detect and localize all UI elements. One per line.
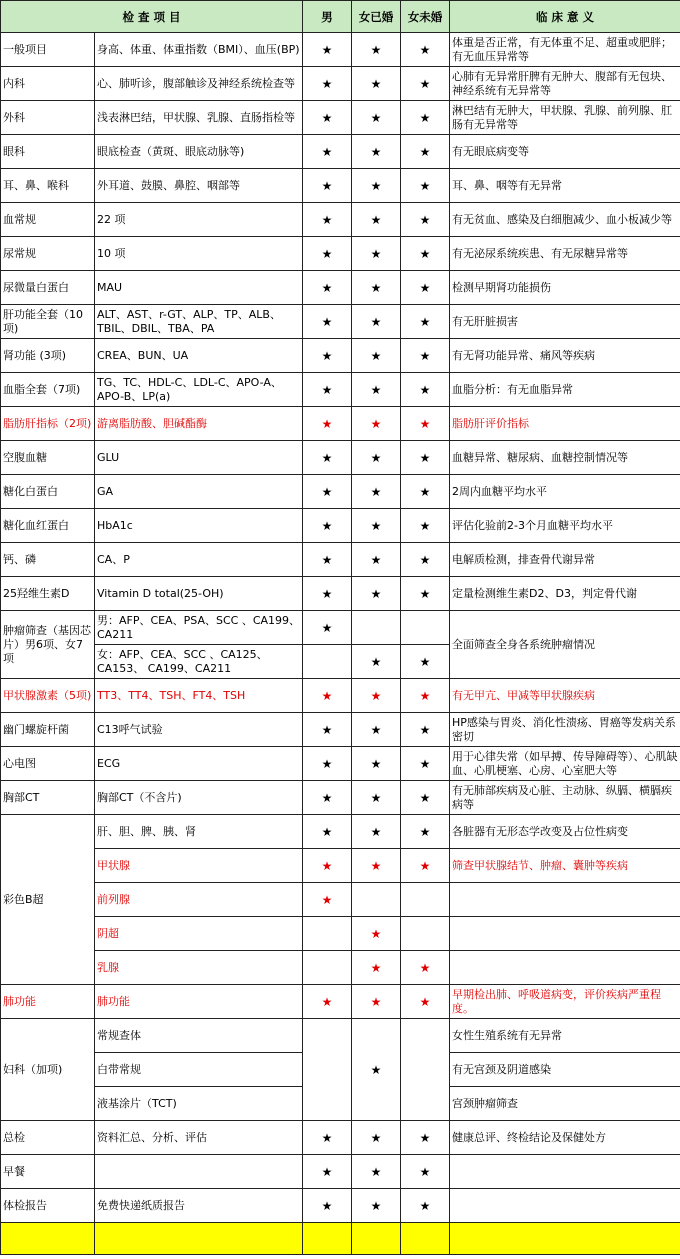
clinical-meaning bbox=[450, 1155, 680, 1189]
item-detail bbox=[95, 1155, 303, 1189]
item-category: 一般项目 bbox=[1, 33, 95, 67]
star-mark: ★ bbox=[401, 713, 450, 747]
item-category: 肿瘤筛查（基因芯片）男6项、女7项 bbox=[1, 611, 95, 679]
star-mark: ★ bbox=[352, 849, 401, 883]
star-mark: ★ bbox=[303, 475, 352, 509]
star-mark: ★ bbox=[303, 713, 352, 747]
star-mark: ★ bbox=[352, 407, 401, 441]
table-row bbox=[1, 917, 680, 951]
star-mark: ★ bbox=[352, 203, 401, 237]
star-mark: ★ bbox=[303, 1155, 352, 1189]
clinical-meaning: 用于心律失常（如早搏、传导障碍等）、心肌缺血、心肌梗塞、心房、心室肥大等 bbox=[450, 747, 680, 781]
item-detail: TT3、TT4、TSH、FT4、TSH bbox=[95, 679, 303, 713]
table-row bbox=[1, 101, 680, 135]
star-mark: ★ bbox=[303, 305, 352, 339]
item-category: 钙、磷 bbox=[1, 543, 95, 577]
table-row bbox=[1, 611, 680, 645]
table-row bbox=[1, 1155, 680, 1189]
star-mark: ★ bbox=[352, 169, 401, 203]
footer-cell bbox=[95, 1223, 303, 1255]
star-mark: ★ bbox=[401, 951, 450, 985]
clinical-meaning: 筛查甲状腺结节、肿瘤、囊肿等疾病 bbox=[450, 849, 680, 883]
star-mark: ★ bbox=[401, 169, 450, 203]
item-category: 幽门螺旋杆菌 bbox=[1, 713, 95, 747]
item-detail: 10 项 bbox=[95, 237, 303, 271]
item-category: 耳、鼻、喉科 bbox=[1, 169, 95, 203]
table-row bbox=[1, 985, 680, 1019]
star-mark: ★ bbox=[401, 271, 450, 305]
table-row bbox=[1, 33, 680, 67]
star-mark: ★ bbox=[303, 237, 352, 271]
star-mark: ★ bbox=[401, 67, 450, 101]
empty-cell bbox=[303, 645, 352, 679]
star-mark: ★ bbox=[303, 67, 352, 101]
star-mark: ★ bbox=[352, 33, 401, 67]
table-row bbox=[1, 883, 680, 917]
item-category: 甲状腺激素（5项) bbox=[1, 679, 95, 713]
footer-cell bbox=[401, 1223, 450, 1255]
star-mark: ★ bbox=[401, 577, 450, 611]
star-mark: ★ bbox=[352, 339, 401, 373]
star-mark: ★ bbox=[401, 101, 450, 135]
clinical-meaning bbox=[450, 883, 680, 917]
clinical-meaning: 宫颈肿瘤筛查 bbox=[450, 1087, 680, 1121]
item-detail: 肺功能 bbox=[95, 985, 303, 1019]
table-row bbox=[1, 1189, 680, 1223]
table-row bbox=[1, 305, 680, 339]
item-detail: C13呼气试验 bbox=[95, 713, 303, 747]
item-detail: 肝、胆、脾、胰、肾 bbox=[95, 815, 303, 849]
table-row bbox=[1, 169, 680, 203]
clinical-meaning: 血脂分析：有无血脂异常 bbox=[450, 373, 680, 407]
item-category: 糖化血红蛋白 bbox=[1, 509, 95, 543]
item-detail: 资料汇总、分析、评估 bbox=[95, 1121, 303, 1155]
item-detail: 常规查体 bbox=[95, 1019, 303, 1053]
item-detail: ALT、AST、r-GT、ALP、TP、ALB、TBIL、DBIL、TBA、PA bbox=[95, 305, 303, 339]
star-mark: ★ bbox=[401, 1155, 450, 1189]
item-detail: 男：AFP、CEA、PSA、SCC 、CA199、CA211 bbox=[95, 611, 303, 645]
star-mark: ★ bbox=[303, 815, 352, 849]
table-row bbox=[1, 407, 680, 441]
table-row bbox=[1, 373, 680, 407]
star-mark: ★ bbox=[401, 305, 450, 339]
item-category: 尿微量白蛋白 bbox=[1, 271, 95, 305]
star-mark: ★ bbox=[352, 373, 401, 407]
star-mark: ★ bbox=[303, 33, 352, 67]
header-unmarried: 女未婚 bbox=[401, 1, 450, 33]
table-row bbox=[1, 951, 680, 985]
star-mark: ★ bbox=[352, 917, 401, 951]
table-row bbox=[1, 441, 680, 475]
table-row bbox=[1, 1019, 680, 1053]
star-mark: ★ bbox=[352, 509, 401, 543]
star-mark: ★ bbox=[401, 509, 450, 543]
item-category: 25羟维生素D bbox=[1, 577, 95, 611]
star-mark: ★ bbox=[352, 1019, 401, 1121]
star-mark: ★ bbox=[303, 441, 352, 475]
item-detail: ECG bbox=[95, 747, 303, 781]
table-row bbox=[1, 67, 680, 101]
item-detail: 浅表淋巴结，甲状腺、乳腺、直肠指检等 bbox=[95, 101, 303, 135]
clinical-meaning: 检测早期肾功能损伤 bbox=[450, 271, 680, 305]
item-detail: 免费快递纸质报告 bbox=[95, 1189, 303, 1223]
star-mark: ★ bbox=[303, 781, 352, 815]
clinical-meaning: 有无甲亢、甲减等甲状腺疾病 bbox=[450, 679, 680, 713]
empty-cell bbox=[401, 1019, 450, 1121]
star-mark: ★ bbox=[401, 373, 450, 407]
clinical-meaning: 全面筛查全身各系统肿瘤情况 bbox=[450, 611, 680, 679]
item-category: 早餐 bbox=[1, 1155, 95, 1189]
star-mark: ★ bbox=[401, 747, 450, 781]
star-mark: ★ bbox=[303, 169, 352, 203]
star-mark: ★ bbox=[303, 509, 352, 543]
item-detail: 身高、体重、体重指数（BMI）、血压(BP) bbox=[95, 33, 303, 67]
clinical-meaning: 早期检出肺、呼吸道病变，评价疾病严重程度。 bbox=[450, 985, 680, 1019]
clinical-meaning bbox=[450, 917, 680, 951]
table-row bbox=[1, 679, 680, 713]
header-male: 男 bbox=[303, 1, 352, 33]
item-detail: 心、肺听诊，腹部触诊及神经系统检查等 bbox=[95, 67, 303, 101]
clinical-meaning: 脂肪肝评价指标 bbox=[450, 407, 680, 441]
clinical-meaning: 血糖异常、糖尿病、血糖控制情况等 bbox=[450, 441, 680, 475]
footer-cell bbox=[1, 1223, 95, 1255]
star-mark: ★ bbox=[352, 951, 401, 985]
table-row bbox=[1, 815, 680, 849]
item-category: 总检 bbox=[1, 1121, 95, 1155]
star-mark: ★ bbox=[303, 747, 352, 781]
table-row bbox=[1, 849, 680, 883]
star-mark: ★ bbox=[303, 883, 352, 917]
clinical-meaning: 定量检测维生素D2、D3，判定骨代谢 bbox=[450, 577, 680, 611]
clinical-meaning: 有无肾功能异常、痛风等疾病 bbox=[450, 339, 680, 373]
item-category: 血常规 bbox=[1, 203, 95, 237]
star-mark: ★ bbox=[303, 135, 352, 169]
star-mark: ★ bbox=[401, 815, 450, 849]
item-category: 胸部CT bbox=[1, 781, 95, 815]
star-mark: ★ bbox=[303, 407, 352, 441]
star-mark: ★ bbox=[401, 33, 450, 67]
star-mark: ★ bbox=[303, 1189, 352, 1223]
item-category: 肝功能全套（10项) bbox=[1, 305, 95, 339]
star-mark: ★ bbox=[401, 1121, 450, 1155]
clinical-meaning: 有无宫颈及阴道感染 bbox=[450, 1053, 680, 1087]
footer-cell bbox=[303, 1223, 352, 1255]
star-mark: ★ bbox=[401, 1189, 450, 1223]
item-category: 糖化白蛋白 bbox=[1, 475, 95, 509]
item-detail: 前列腺 bbox=[95, 883, 303, 917]
star-mark: ★ bbox=[352, 135, 401, 169]
item-detail: TG、TC、HDL-C、LDL-C、APO-A、APO-B、LP(a) bbox=[95, 373, 303, 407]
star-mark: ★ bbox=[352, 101, 401, 135]
item-category: 眼科 bbox=[1, 135, 95, 169]
star-mark: ★ bbox=[352, 713, 401, 747]
star-mark: ★ bbox=[401, 441, 450, 475]
clinical-meaning: 各脏器有无形态学改变及占位性病变 bbox=[450, 815, 680, 849]
star-mark: ★ bbox=[401, 645, 450, 679]
star-mark: ★ bbox=[401, 849, 450, 883]
table-row bbox=[1, 577, 680, 611]
star-mark: ★ bbox=[303, 611, 352, 645]
clinical-meaning: 心肺有无异常肝脾有无肿大、腹部有无包块、神经系统有无异常等 bbox=[450, 67, 680, 101]
clinical-meaning: 体重是否正常，有无体重不足、超重或肥胖；有无血压异常等 bbox=[450, 33, 680, 67]
item-detail: 22 项 bbox=[95, 203, 303, 237]
item-detail: 眼底检查（黄斑、眼底动脉等) bbox=[95, 135, 303, 169]
item-detail: 乳腺 bbox=[95, 951, 303, 985]
empty-cell bbox=[352, 611, 401, 645]
empty-cell bbox=[401, 883, 450, 917]
star-mark: ★ bbox=[352, 577, 401, 611]
item-detail: CREA、BUN、UA bbox=[95, 339, 303, 373]
clinical-meaning: 健康总评、终检结论及保健处方 bbox=[450, 1121, 680, 1155]
item-detail: 液基涂片（TCT) bbox=[95, 1087, 303, 1121]
item-detail: 甲状腺 bbox=[95, 849, 303, 883]
footer-cell bbox=[352, 1223, 401, 1255]
item-category: 空腹血糖 bbox=[1, 441, 95, 475]
item-detail: 游离脂肪酸、胆碱酯酶 bbox=[95, 407, 303, 441]
star-mark: ★ bbox=[352, 237, 401, 271]
empty-cell bbox=[352, 883, 401, 917]
star-mark: ★ bbox=[352, 543, 401, 577]
clinical-meaning bbox=[450, 951, 680, 985]
clinical-meaning: 评估化验前2-3个月血糖平均水平 bbox=[450, 509, 680, 543]
star-mark: ★ bbox=[303, 101, 352, 135]
table-row bbox=[1, 237, 680, 271]
star-mark: ★ bbox=[401, 203, 450, 237]
table-row bbox=[1, 713, 680, 747]
star-mark: ★ bbox=[303, 577, 352, 611]
table-row bbox=[1, 135, 680, 169]
star-mark: ★ bbox=[352, 781, 401, 815]
item-category: 外科 bbox=[1, 101, 95, 135]
star-mark: ★ bbox=[401, 407, 450, 441]
star-mark: ★ bbox=[401, 543, 450, 577]
empty-cell bbox=[401, 917, 450, 951]
header-item: 检 查 项 目 bbox=[1, 1, 303, 33]
table-row bbox=[1, 781, 680, 815]
clinical-meaning: 电解质检测，排查骨代谢异常 bbox=[450, 543, 680, 577]
item-detail: 胸部CT（不含片) bbox=[95, 781, 303, 815]
star-mark: ★ bbox=[352, 475, 401, 509]
item-detail: GA bbox=[95, 475, 303, 509]
star-mark: ★ bbox=[303, 339, 352, 373]
clinical-meaning: 有无泌尿系统疾患、有无尿糖异常等 bbox=[450, 237, 680, 271]
star-mark: ★ bbox=[401, 475, 450, 509]
footer-cell bbox=[450, 1223, 680, 1255]
footer-row bbox=[1, 1223, 680, 1255]
empty-cell bbox=[303, 917, 352, 951]
item-category: 心电图 bbox=[1, 747, 95, 781]
star-mark: ★ bbox=[401, 339, 450, 373]
star-mark: ★ bbox=[401, 781, 450, 815]
star-mark: ★ bbox=[303, 543, 352, 577]
star-mark: ★ bbox=[401, 679, 450, 713]
star-mark: ★ bbox=[303, 203, 352, 237]
clinical-meaning: 女性生殖系统有无异常 bbox=[450, 1019, 680, 1053]
empty-cell bbox=[401, 611, 450, 645]
star-mark: ★ bbox=[401, 237, 450, 271]
item-detail: MAU bbox=[95, 271, 303, 305]
header-meaning: 临 床 意 义 bbox=[450, 1, 680, 33]
star-mark: ★ bbox=[401, 135, 450, 169]
star-mark: ★ bbox=[303, 1121, 352, 1155]
item-category: 彩色B超 bbox=[1, 815, 95, 985]
item-detail: CA、P bbox=[95, 543, 303, 577]
table-row bbox=[1, 203, 680, 237]
item-detail: HbA1c bbox=[95, 509, 303, 543]
star-mark: ★ bbox=[352, 747, 401, 781]
item-category: 尿常规 bbox=[1, 237, 95, 271]
star-mark: ★ bbox=[352, 1121, 401, 1155]
clinical-meaning: 有无肝脏损害 bbox=[450, 305, 680, 339]
star-mark: ★ bbox=[352, 441, 401, 475]
star-mark: ★ bbox=[352, 271, 401, 305]
star-mark: ★ bbox=[352, 645, 401, 679]
item-category: 体检报告 bbox=[1, 1189, 95, 1223]
table-row bbox=[1, 475, 680, 509]
star-mark: ★ bbox=[352, 815, 401, 849]
clinical-meaning: 耳、鼻、咽等有无异常 bbox=[450, 169, 680, 203]
item-category: 妇科（加项) bbox=[1, 1019, 95, 1121]
table-row bbox=[1, 543, 680, 577]
star-mark: ★ bbox=[352, 305, 401, 339]
table-row bbox=[1, 509, 680, 543]
clinical-meaning: 有无肺部疾病及心脏、主动脉、纵膈、横膈疾病等 bbox=[450, 781, 680, 815]
table-row bbox=[1, 271, 680, 305]
star-mark: ★ bbox=[352, 1155, 401, 1189]
star-mark: ★ bbox=[352, 67, 401, 101]
empty-cell bbox=[303, 951, 352, 985]
clinical-meaning: 2周内血糖平均水平 bbox=[450, 475, 680, 509]
item-category: 脂肪肝指标（2项) bbox=[1, 407, 95, 441]
star-mark: ★ bbox=[401, 985, 450, 1019]
clinical-meaning: HP感染与胃炎、消化性溃疡、胃癌等发病关系密切 bbox=[450, 713, 680, 747]
item-detail: 女：AFP、CEA、SCC 、CA125、CA153、 CA199、CA211 bbox=[95, 645, 303, 679]
item-detail: 外耳道、鼓膜、鼻腔、咽部等 bbox=[95, 169, 303, 203]
star-mark: ★ bbox=[303, 373, 352, 407]
star-mark: ★ bbox=[303, 985, 352, 1019]
table-row bbox=[1, 1121, 680, 1155]
item-category: 血脂全套（7项) bbox=[1, 373, 95, 407]
item-detail: Vitamin D total(25-OH) bbox=[95, 577, 303, 611]
item-category: 肺功能 bbox=[1, 985, 95, 1019]
item-category: 肾功能 (3项) bbox=[1, 339, 95, 373]
table-row bbox=[1, 747, 680, 781]
star-mark: ★ bbox=[303, 849, 352, 883]
star-mark: ★ bbox=[303, 679, 352, 713]
star-mark: ★ bbox=[352, 985, 401, 1019]
star-mark: ★ bbox=[352, 1189, 401, 1223]
star-mark: ★ bbox=[303, 271, 352, 305]
clinical-meaning: 淋巴结有无肿大，甲状腺、乳腺、前列腺、肛肠有无异常等 bbox=[450, 101, 680, 135]
item-detail: 阴超 bbox=[95, 917, 303, 951]
header-row bbox=[1, 1, 680, 33]
item-detail: 白带常规 bbox=[95, 1053, 303, 1087]
empty-cell bbox=[303, 1019, 352, 1121]
clinical-meaning: 有无眼底病变等 bbox=[450, 135, 680, 169]
clinical-meaning: 有无贫血、感染及白细胞减少、血小板减少等 bbox=[450, 203, 680, 237]
item-detail: GLU bbox=[95, 441, 303, 475]
table-row bbox=[1, 339, 680, 373]
header-married: 女已婚 bbox=[352, 1, 401, 33]
clinical-meaning bbox=[450, 1189, 680, 1223]
star-mark: ★ bbox=[352, 679, 401, 713]
item-category: 内科 bbox=[1, 67, 95, 101]
